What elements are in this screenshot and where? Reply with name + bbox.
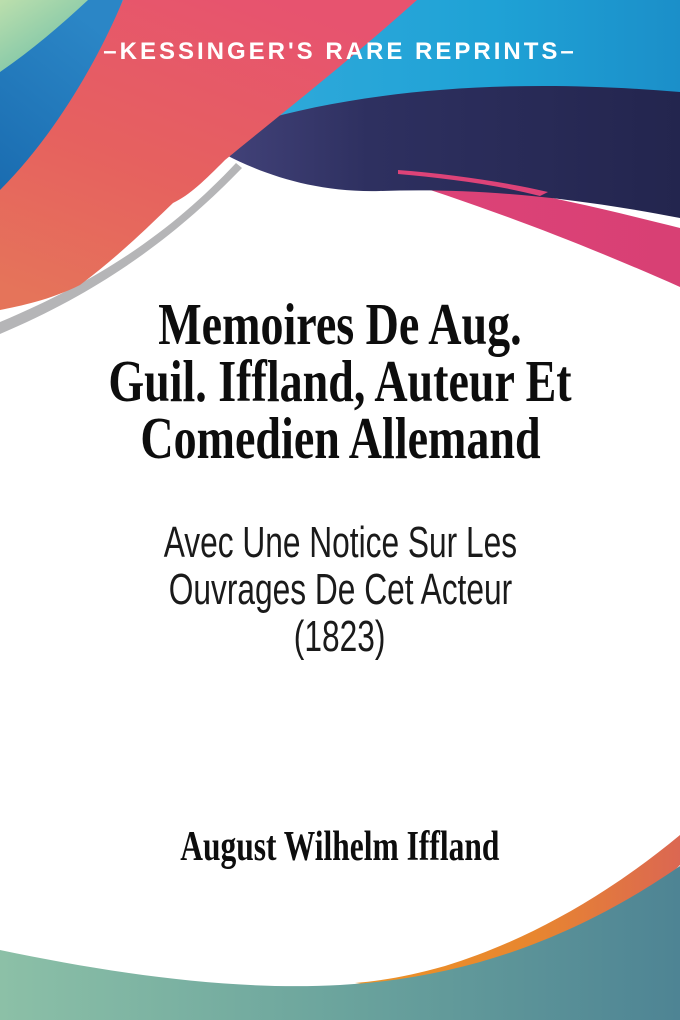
title-line-3: Comedien Allemand: [139, 405, 541, 471]
book-title: [0, 291, 680, 471]
title-line-1: Memoires De Aug.: [158, 291, 522, 357]
subtitle-line-2: Ouvrages De Cet Acteur: [168, 565, 512, 614]
publisher-banner: –KESSINGER'S RARE REPRINTS–: [103, 38, 577, 65]
subtitle-line-1: Avec Une Notice Sur Les: [163, 518, 517, 567]
title-line-2: Guil. Iffland, Auteur Et: [108, 348, 572, 414]
teal-wave: [0, 866, 680, 1020]
author-name: August Wilhelm Iffland: [180, 824, 500, 870]
book-subtitle: [0, 519, 680, 660]
subtitle-line-3: (1823): [294, 612, 386, 661]
